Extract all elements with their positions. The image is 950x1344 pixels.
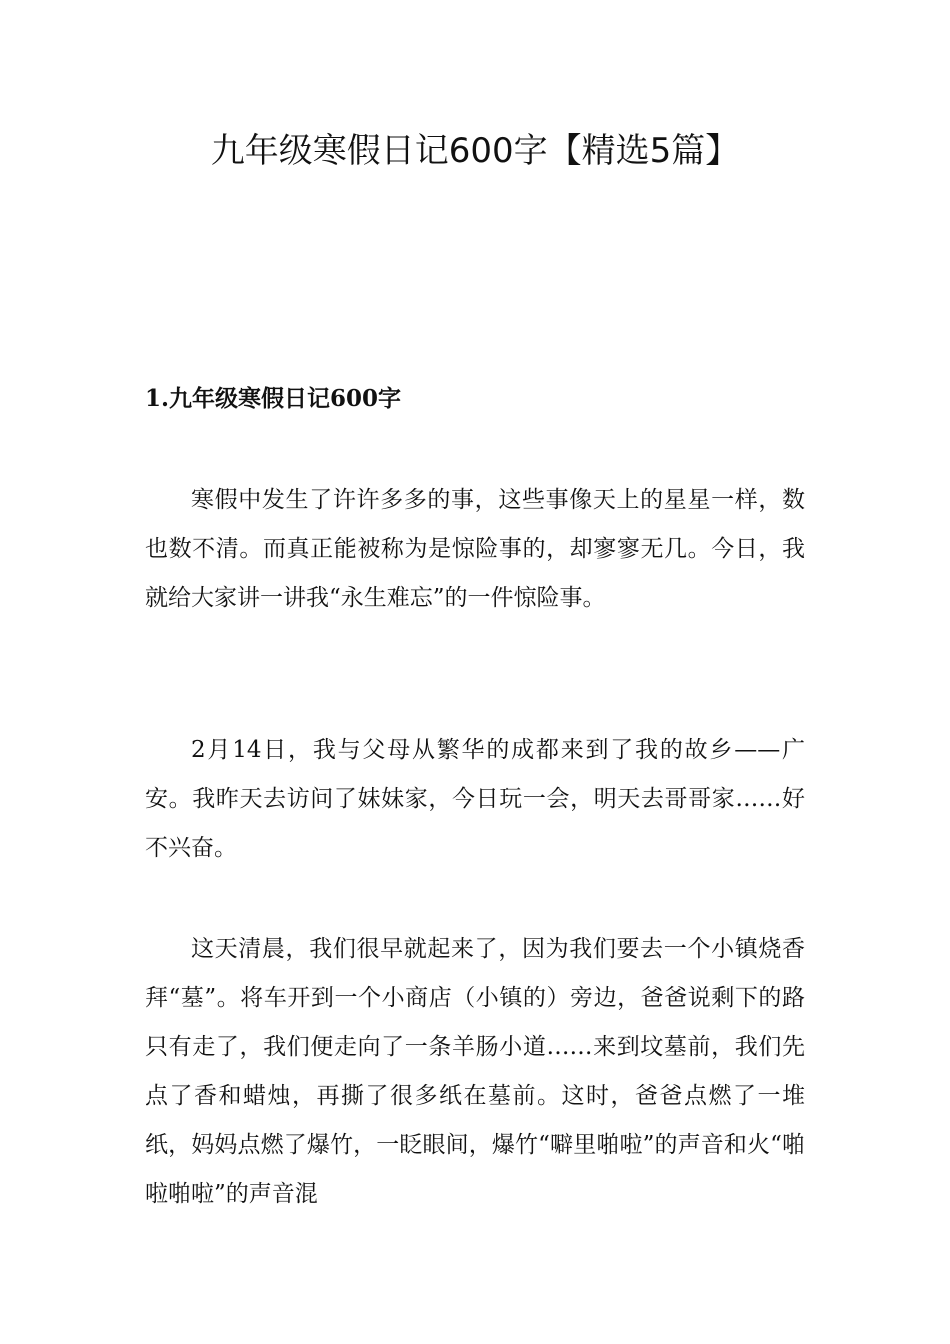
document-title: 九年级寒假日记600字【精选5篇】	[210, 131, 740, 171]
paragraph-3: 这天清晨，我们很早就起来了，因为我们要去一个小镇烧香拜“墓”。将车开到一个小商店（小镇的）旁边，爸爸说剩下的路只有走了，我们便走向了一条羊肠小道……来到坟墓前，我们先点了香和蜡烛，再撕了很多纸在墓前。这时，爸爸点燃了一堆纸，妈妈点燃了爆竹，一眨眼间，爆竹“噼里啪啦”的声音和火“啪啦啪啦”的声音混	[145, 936, 805, 1207]
paragraph-2: 2月14日，我与父母从繁华的成都来到了我的故乡——广安。我昨天去访问了妹妹家，今日玩一会，明天去哥哥家……好不兴奋。	[145, 737, 805, 861]
paragraph-1: 寒假中发生了许许多多的事，这些事像天上的星星一样，数也数不清。而真正能被称为是惊险事的，却寥寥无几。今日，我就给大家讲一讲我“永生难忘”的一件惊险事。	[145, 487, 805, 611]
section-heading: 1.九年级寒假日记600字	[145, 385, 402, 412]
